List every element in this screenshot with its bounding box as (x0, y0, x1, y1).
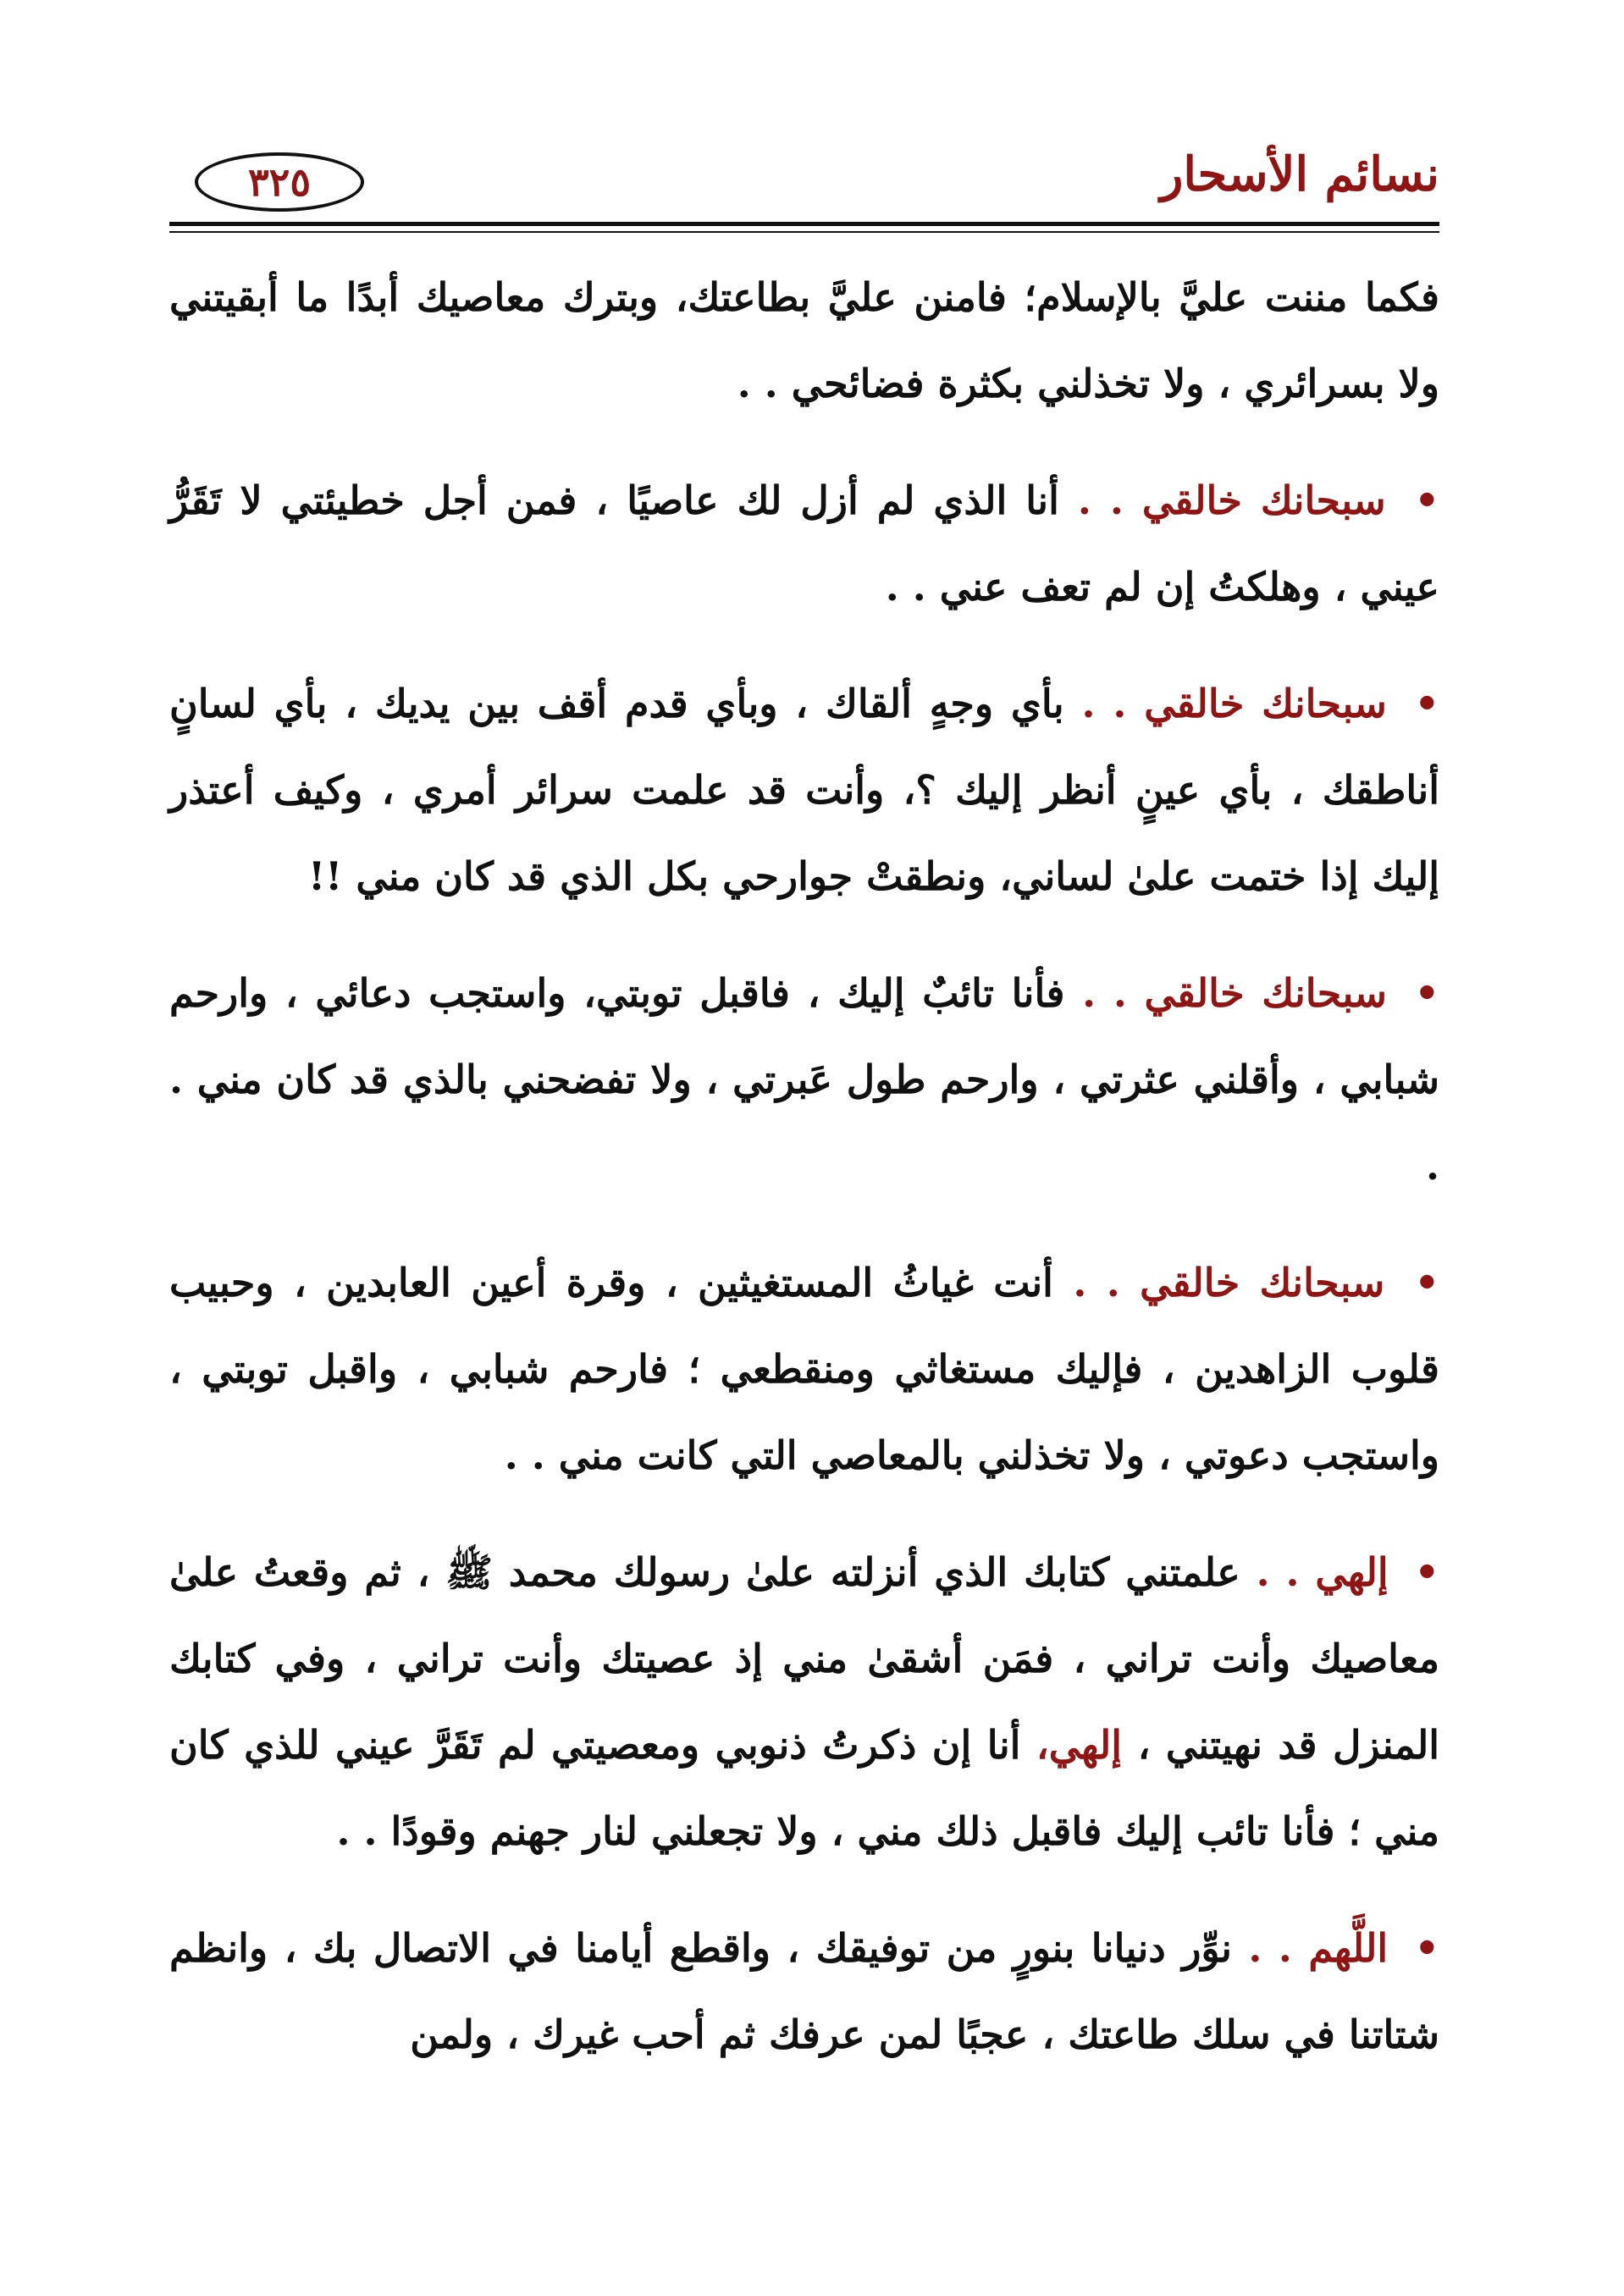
paragraph-lead: سبحانك خالقي . . (1073, 1260, 1385, 1305)
book-title: نسائم الأسحار (1160, 146, 1439, 202)
paragraph-inline-heading: إلهي، (1036, 1722, 1123, 1768)
paragraph-text: فأنا تائبٌ إليك ، فاقبل توبتي، واستجب دعائي ، وارحم شبابي ، وأقلني عثرتي ، وارحم طول عَبرتي ، ولا تفضحني بالذي قد كان مني . . (169, 970, 1439, 1189)
bullet-marker: • (1414, 477, 1440, 523)
page-number: ٣٢٥ (247, 159, 312, 205)
paragraph-text: بأي وجهٍ ألقاك ، وبأي قدم أقف بين يديك ، بأي لسانٍ أناطقك ، بأي عينٍ أنظر إليك ؟، وأنت قد علمت سرائر أمري ، وكيف أعتذر إليك إذا ختمت علىٰ لساني، ونطقتْ جوارحي بكل الذي قد كان مني !! (169, 681, 1439, 899)
paragraph-6 (169, 1529, 1439, 1874)
paragraph-2 (169, 457, 1439, 630)
page-header (169, 127, 1439, 220)
paragraph-3 (169, 660, 1439, 919)
paragraph-lead: سبحانك خالقي . . (1081, 681, 1387, 726)
paragraph-text: أنت غياثُ المستغيثين ، وقرة أعين العابدين ، وحبيب قلوب الزاهدين ، فإليك مستغاثي ومنقطعي ؛ فارحم شبابي ، واقبل توبتي ، واستجب دعوتي ، ولا تخذلني بالمعاصي التي كانت مني . . (169, 1260, 1439, 1478)
bullet-marker: • (1414, 681, 1440, 726)
paragraph-lead: اللَّهم . . (1248, 1925, 1389, 1971)
paragraph-5 (169, 1239, 1439, 1498)
paragraph-7 (169, 1905, 1439, 2078)
paragraph-4 (169, 950, 1439, 1209)
paragraph-1 (169, 254, 1439, 427)
paragraph-lead: إلهي . . (1256, 1549, 1389, 1595)
header-rule-thin (169, 231, 1439, 233)
paragraph-text: أنا الذي لم أزل لك عاصيًا ، فمن أجل خطيئتي لا تَقَرُّ عيني ، وهلكتُ إن لم تعف عني . . (169, 477, 1439, 610)
page-number-badge (195, 152, 364, 212)
bullet-marker: • (1414, 970, 1440, 1016)
paragraph-text: نوِّر دنيانا بنورٍ من توفيقك ، واقطع أيامنا في الاتصال بك ، وانظم شتاتنا في سلك طاعتك ، عجبًا لمن عرفك ثم أحب غيرك ، ولمن (169, 1925, 1439, 2057)
paragraph-text: علمتني كتابك الذي أنزلته علىٰ رسولك محمد ﷺ ، ثم وقعتُ علىٰ معاصيك وأنت تراني ، فمَن أشقىٰ مني إذ عصيتك وأنت تراني ، وفي كتابك المنزل قد نهيتني ، (169, 1549, 1440, 1768)
header-rule-thick (169, 222, 1439, 226)
paragraph-lead: سبحانك خالقي . . (1082, 970, 1387, 1016)
body-text (169, 254, 1439, 2108)
paragraph-lead: سبحانك خالقي . . (1077, 477, 1386, 523)
bullet-marker: • (1414, 1260, 1440, 1305)
paragraph-text: أنا إن ذكرتُ ذنوبي ومعصيتي لم تَقَرَّ عيني للذي كان مني ؛ فأنا تائب إليك فاقبل ذلك مني ، ولا تجعلني لنار جهنم وقودًا . . (169, 1722, 1439, 1854)
paragraph-text: فكما مننت عليَّ بالإسلام؛ فامنن عليَّ بطاعتك، وبترك معاصيك أبدًا ما أبقيتني ولا بسرائري ، ولا تخذلني بكثرة فضائحي . . (169, 274, 1439, 406)
bullet-marker: • (1414, 1549, 1440, 1595)
bullet-marker: • (1414, 1925, 1440, 1971)
